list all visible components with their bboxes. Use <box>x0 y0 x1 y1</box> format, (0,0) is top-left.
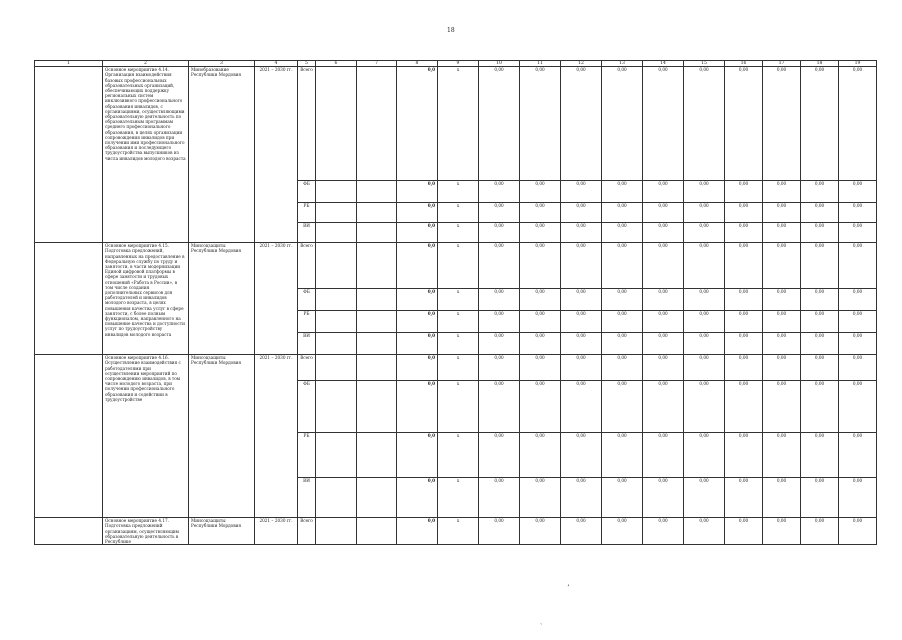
empty-cell <box>316 243 357 289</box>
value-cell: 0,00 <box>602 478 643 518</box>
column-header: 8 <box>397 61 438 67</box>
column-header: 17 <box>763 61 801 67</box>
value-cell: 0,00 <box>643 355 684 381</box>
value-cell: 0,0 <box>397 181 438 203</box>
value-cell: 0,00 <box>725 67 763 181</box>
empty-cell <box>316 355 357 381</box>
table-row <box>35 67 877 181</box>
value-cell: х <box>438 243 479 289</box>
value-cell: х <box>438 67 479 181</box>
value-cell: 0,00 <box>763 243 801 289</box>
value-cell: 0,0 <box>397 518 438 545</box>
value-cell: х <box>438 333 479 355</box>
value-cell: х <box>438 518 479 545</box>
value-cell: х <box>438 223 479 243</box>
column-header: 7 <box>357 61 397 67</box>
value-cell: 0,00 <box>725 518 763 545</box>
value-cell: 0,00 <box>520 333 561 355</box>
value-cell: х <box>438 181 479 203</box>
value-cell: 0,00 <box>602 518 643 545</box>
value-cell: 0,00 <box>839 311 877 333</box>
value-cell: 0,00 <box>763 478 801 518</box>
empty-cell <box>316 333 357 355</box>
funding-source: ВИ <box>298 478 316 518</box>
value-cell: 0,00 <box>479 311 520 333</box>
value-cell: 0,00 <box>725 433 763 478</box>
value-cell: 0,00 <box>725 478 763 518</box>
period: 2021 – 2030 гг. <box>255 355 298 518</box>
empty-cell <box>316 223 357 243</box>
value-cell: 0,00 <box>684 355 725 381</box>
value-cell: 0,00 <box>725 289 763 311</box>
empty-cell <box>357 181 397 203</box>
value-cell: 0,00 <box>684 67 725 181</box>
value-cell: 0,00 <box>561 478 602 518</box>
activity-description: Основное мероприятие 4.15. Подготовка предложений, направленных на предоставление в Федеральную службу по труду и занятости, в части модернизации Единой цифровой платформы в сфере занятости и трудовых отношений «Работа в России», в том числе создания дополнительных сервисов для работодателей и инвалидов молодого возраста, в целях повышения качества услуг в сфере занятости, с более полным функционалом, направленного на повышение качества и доступности услуг по трудоустройству инвалидов молодого возраста <box>103 243 189 355</box>
value-cell: 0,00 <box>725 311 763 333</box>
value-cell: 0,00 <box>763 333 801 355</box>
column-header: 4 <box>255 61 298 67</box>
value-cell: 0,00 <box>520 381 561 433</box>
empty-cell <box>316 381 357 433</box>
table-row <box>35 355 877 381</box>
value-cell: 0,00 <box>839 478 877 518</box>
value-cell: 0,00 <box>684 478 725 518</box>
value-cell: 0,00 <box>561 355 602 381</box>
value-cell: 0,00 <box>602 333 643 355</box>
scan-mark: ˏ <box>540 617 543 625</box>
value-cell: 0,00 <box>839 381 877 433</box>
value-cell: 0,00 <box>479 518 520 545</box>
empty-cell <box>357 381 397 433</box>
value-cell: 0,00 <box>602 289 643 311</box>
value-cell: 0,00 <box>520 181 561 203</box>
value-cell: 0,00 <box>520 203 561 223</box>
value-cell: 0,00 <box>763 381 801 433</box>
empty-cell <box>357 355 397 381</box>
value-cell: 0,00 <box>479 478 520 518</box>
column-header: 16 <box>725 61 763 67</box>
value-cell: 0,00 <box>479 433 520 478</box>
column-header: 15 <box>684 61 725 67</box>
empty-cell <box>357 243 397 289</box>
column-header: 5 <box>298 61 316 67</box>
funding-source: Всего <box>298 355 316 381</box>
value-cell: х <box>438 311 479 333</box>
budget-table <box>34 60 877 545</box>
value-cell: 0,00 <box>801 203 839 223</box>
value-cell: 0,00 <box>643 333 684 355</box>
value-cell: 0,00 <box>763 289 801 311</box>
value-cell: 0,00 <box>839 433 877 478</box>
value-cell: 0,00 <box>520 311 561 333</box>
column-header: 14 <box>643 61 684 67</box>
value-cell: 0,00 <box>643 67 684 181</box>
page-number: 18 <box>447 27 455 34</box>
value-cell: х <box>438 289 479 311</box>
value-cell: 0,00 <box>643 203 684 223</box>
value-cell: 0,00 <box>479 289 520 311</box>
row-number-cell <box>35 518 103 545</box>
value-cell: 0,00 <box>561 223 602 243</box>
period: 2021 – 2030 гг. <box>255 243 298 355</box>
value-cell: 0,00 <box>561 433 602 478</box>
value-cell: 0,00 <box>684 518 725 545</box>
value-cell: 0,0 <box>397 478 438 518</box>
value-cell: 0,00 <box>684 381 725 433</box>
table-row <box>35 518 877 545</box>
funding-source: Всего <box>298 243 316 289</box>
value-cell: 0,00 <box>763 181 801 203</box>
value-cell: 0,00 <box>561 203 602 223</box>
value-cell: 0,0 <box>397 67 438 181</box>
value-cell: 0,00 <box>602 355 643 381</box>
column-header: 1 <box>35 61 103 67</box>
value-cell: 0,00 <box>479 243 520 289</box>
value-cell: 0,00 <box>763 311 801 333</box>
value-cell: 0,00 <box>839 181 877 203</box>
value-cell: 0,0 <box>397 381 438 433</box>
value-cell: 0,00 <box>561 289 602 311</box>
value-cell: х <box>438 381 479 433</box>
value-cell: х <box>438 203 479 223</box>
column-header: 3 <box>189 61 255 67</box>
row-number-cell <box>35 355 103 518</box>
funding-source: ФБ <box>298 181 316 203</box>
row-number-cell <box>35 67 103 243</box>
value-cell: 0,00 <box>602 181 643 203</box>
value-cell: 0,00 <box>801 311 839 333</box>
empty-cell <box>357 433 397 478</box>
executor: Минсоцзащиты Республики Мордовия <box>189 518 255 545</box>
value-cell: 0,00 <box>643 518 684 545</box>
empty-cell <box>357 518 397 545</box>
funding-source: ФБ <box>298 289 316 311</box>
value-cell: 0,00 <box>479 223 520 243</box>
table-row <box>35 243 877 289</box>
value-cell: 0,00 <box>643 433 684 478</box>
value-cell: 0,00 <box>763 518 801 545</box>
value-cell: 0,00 <box>763 433 801 478</box>
empty-cell <box>357 203 397 223</box>
value-cell: 0,00 <box>763 203 801 223</box>
column-header: 6 <box>316 61 357 67</box>
value-cell: 0,00 <box>763 223 801 243</box>
executor: Минсоцзащиты Республики Мордовия <box>189 243 255 355</box>
value-cell: 0,00 <box>801 67 839 181</box>
column-header: 12 <box>561 61 602 67</box>
empty-cell <box>316 203 357 223</box>
value-cell: 0,00 <box>725 355 763 381</box>
value-cell: 0,00 <box>479 203 520 223</box>
value-cell: 0,00 <box>801 518 839 545</box>
value-cell: 0,00 <box>725 381 763 433</box>
value-cell: 0,00 <box>801 223 839 243</box>
period: 2021 – 2030 гг. <box>255 518 298 545</box>
value-cell: 0,00 <box>801 478 839 518</box>
value-cell: 0,00 <box>561 311 602 333</box>
funding-source: РБ <box>298 311 316 333</box>
value-cell: 0,00 <box>684 203 725 223</box>
funding-source: ВИ <box>298 333 316 355</box>
value-cell: 0,00 <box>839 243 877 289</box>
value-cell: 0,00 <box>520 289 561 311</box>
value-cell: 0,00 <box>684 311 725 333</box>
value-cell: 0,00 <box>801 333 839 355</box>
value-cell: 0,00 <box>725 223 763 243</box>
value-cell: 0,00 <box>684 289 725 311</box>
value-cell: 0,0 <box>397 355 438 381</box>
value-cell: 0,00 <box>602 311 643 333</box>
value-cell: 0,00 <box>839 355 877 381</box>
value-cell: 0,00 <box>602 243 643 289</box>
value-cell: 0,00 <box>602 223 643 243</box>
value-cell: 0,0 <box>397 433 438 478</box>
value-cell: 0,00 <box>561 181 602 203</box>
value-cell: 0,00 <box>602 433 643 478</box>
value-cell: 0,00 <box>839 289 877 311</box>
value-cell: 0,00 <box>561 243 602 289</box>
funding-source: РБ <box>298 203 316 223</box>
empty-cell <box>357 67 397 181</box>
empty-cell <box>357 311 397 333</box>
value-cell: 0,00 <box>479 181 520 203</box>
value-cell: 0,00 <box>643 381 684 433</box>
value-cell: 0,00 <box>479 333 520 355</box>
value-cell: х <box>438 355 479 381</box>
value-cell: 0,00 <box>725 203 763 223</box>
value-cell: 0,00 <box>725 333 763 355</box>
value-cell: 0,00 <box>479 381 520 433</box>
value-cell: 0,00 <box>839 518 877 545</box>
column-header: 13 <box>602 61 643 67</box>
value-cell: 0,00 <box>561 518 602 545</box>
empty-cell <box>316 478 357 518</box>
empty-cell <box>316 518 357 545</box>
value-cell: 0,00 <box>801 381 839 433</box>
value-cell: 0,00 <box>684 333 725 355</box>
value-cell: 0,00 <box>643 243 684 289</box>
value-cell: 0,00 <box>561 333 602 355</box>
period: 2021 – 2030 гг. <box>255 67 298 243</box>
executor: Минобразование Республики Мордовия <box>189 67 255 243</box>
value-cell: 0,00 <box>684 181 725 203</box>
funding-source: Всего <box>298 518 316 545</box>
value-cell: 0,0 <box>397 223 438 243</box>
value-cell: 0,00 <box>725 181 763 203</box>
value-cell: 0,00 <box>801 433 839 478</box>
empty-cell <box>316 289 357 311</box>
value-cell: 0,00 <box>839 203 877 223</box>
value-cell: 0,00 <box>801 289 839 311</box>
empty-cell <box>316 311 357 333</box>
value-cell: 0,00 <box>561 67 602 181</box>
empty-cell <box>357 289 397 311</box>
value-cell: 0,00 <box>520 243 561 289</box>
value-cell: 0,00 <box>520 478 561 518</box>
value-cell: 0,0 <box>397 311 438 333</box>
empty-cell <box>316 67 357 181</box>
value-cell: 0,00 <box>643 181 684 203</box>
column-header: 18 <box>801 61 839 67</box>
value-cell: 0,00 <box>684 243 725 289</box>
value-cell: 0,00 <box>839 223 877 243</box>
value-cell: 0,00 <box>643 289 684 311</box>
value-cell: 0,0 <box>397 243 438 289</box>
empty-cell <box>357 333 397 355</box>
activity-description: Основное мероприятие 4.14. Организация взаимодействия базовых профессиональных образовательных организаций, обеспечивающих поддержку региональных систем инклюзивного профессионального образования инвалидов, с организациями, осуществляющими образовательную деятельность по образовательным программам среднего профессионального образования, в целях организации сопровождения инвалидов при получении ими профессионального образования и последующего трудоустройства выпускников из числа инвалидов молодого возраста <box>103 67 189 243</box>
empty-cell <box>316 433 357 478</box>
funding-source: ФБ <box>298 381 316 433</box>
executor: Минсоцзащиты Республики Мордовия <box>189 355 255 518</box>
value-cell: 0,00 <box>763 355 801 381</box>
column-header: 11 <box>520 61 561 67</box>
value-cell: 0,00 <box>643 311 684 333</box>
activity-description: Основное мероприятие 4.16. Осуществление взаимодействия с работодателями при осуществлении мероприятий по сопровождению инвалидов, в том числе молодого возраста, при получении профессионального образования и содействии в трудоустройстве <box>103 355 189 518</box>
value-cell: 0,00 <box>602 381 643 433</box>
column-header: 10 <box>479 61 520 67</box>
value-cell: 0,00 <box>602 67 643 181</box>
value-cell: 0,00 <box>602 203 643 223</box>
value-cell: 0,00 <box>684 433 725 478</box>
empty-cell <box>357 478 397 518</box>
value-cell: 0,00 <box>643 223 684 243</box>
value-cell: 0,0 <box>397 203 438 223</box>
value-cell: 0,00 <box>479 67 520 181</box>
value-cell: 0,00 <box>520 67 561 181</box>
value-cell: х <box>438 433 479 478</box>
column-header: 9 <box>438 61 479 67</box>
value-cell: 0,00 <box>643 478 684 518</box>
funding-source: ВИ <box>298 223 316 243</box>
column-header: 19 <box>839 61 877 67</box>
value-cell: 0,00 <box>801 355 839 381</box>
row-number-cell <box>35 243 103 355</box>
value-cell: х <box>438 478 479 518</box>
value-cell: 0,00 <box>801 181 839 203</box>
value-cell: 0,00 <box>561 381 602 433</box>
empty-cell <box>316 181 357 203</box>
value-cell: 0,00 <box>479 355 520 381</box>
value-cell: 0,00 <box>839 67 877 181</box>
value-cell: 0,0 <box>397 289 438 311</box>
value-cell: 0,00 <box>801 243 839 289</box>
value-cell: 0,00 <box>520 355 561 381</box>
funding-source: Всего <box>298 67 316 181</box>
value-cell: 0,00 <box>520 433 561 478</box>
value-cell: 0,00 <box>684 223 725 243</box>
activity-description: Основное мероприятие 4.17. Подготовка предложений организациям, осуществляющим образовательную деятельность в Республике <box>103 518 189 545</box>
value-cell: 0,0 <box>397 333 438 355</box>
column-header: 2 <box>103 61 189 67</box>
empty-cell <box>357 223 397 243</box>
value-cell: 0,00 <box>725 243 763 289</box>
scan-mark: ʼ <box>567 584 570 592</box>
value-cell: 0,00 <box>520 223 561 243</box>
value-cell: 0,00 <box>839 333 877 355</box>
value-cell: 0,00 <box>520 518 561 545</box>
funding-source: РБ <box>298 433 316 478</box>
value-cell: 0,00 <box>763 67 801 181</box>
